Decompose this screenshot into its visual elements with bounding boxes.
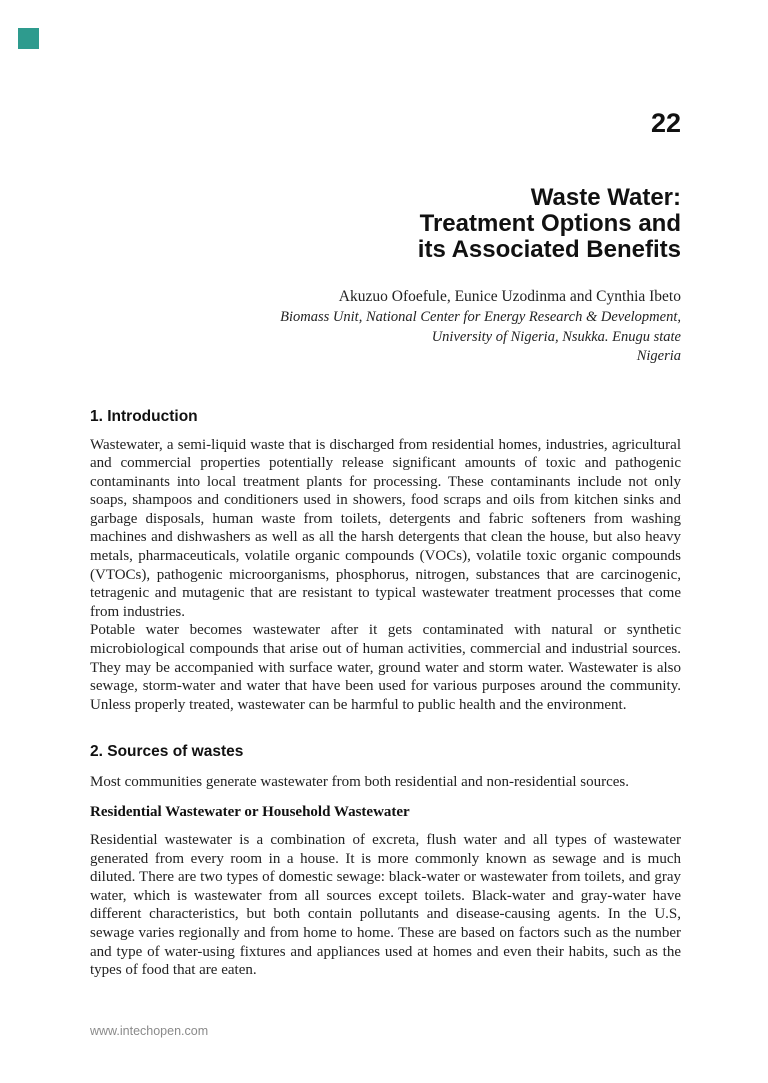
- sources-subheading-residential: Residential Wastewater or Household Wastewater: [90, 804, 410, 820]
- chapter-number: 22: [650, 108, 681, 138]
- sources-paragraph-2: Residential wastewater is a combination of excreta, flush water and all types of wastewater generated from every room in a house. It is more commonly known as sewage and is much diluted. There are two types of domestic sewage: black-water or wastewater from toilets, and gray water, which is wastewater from all sources except toilets. Black-water and gray-water have different characteristics, but both contain pollutants and disease-causing agents. In the U.S, sewage varies regionally and from home to home. These are based on factors such as the number and type of water-using fixtures and appliances used at homes and even their habits, such as the types of food that are eaten.: [90, 832, 681, 979]
- affiliation-line-3: Nigeria: [636, 348, 681, 364]
- section-heading-sources: 2. Sources of wastes: [90, 743, 244, 761]
- affiliation-line-2: University of Nigeria, Nsukka. Enugu state: [431, 328, 681, 345]
- affiliation-line-1: Biomass Unit, National Center for Energy Research & Development,: [280, 309, 681, 325]
- chapter-title-line-3: its Associated Benefits: [417, 236, 681, 263]
- intech-logo-square: [18, 28, 39, 49]
- page-content: [90, 0, 681, 980]
- introduction-paragraph-2: Potable water becomes wastewater after it gets contaminated with natural or synthetic microbiological compounds that arise out of human activities, commercial and industrial sources. They may be accompanied with surface water, ground water and storm water. Wastewater is also sewage, storm-water and water that have been used for various purposes around the community. Unless properly treated, wastewater can be harmful to public health and the environment.: [90, 622, 681, 713]
- chapter-title: [90, 185, 681, 263]
- footer-url-link[interactable]: www.intechopen.com: [90, 1024, 209, 1038]
- chapter-title-line-2: Treatment Options and: [419, 210, 681, 237]
- affiliation-block: [90, 308, 681, 367]
- sources-paragraph-1: Most communities generate wastewater from both residential and non-residential sources.: [90, 774, 630, 791]
- section-heading-introduction: 1. Introduction: [90, 407, 198, 425]
- authors-line: Akuzuo Ofoefule, Eunice Uzodinma and Cynthia Ibeto: [338, 288, 681, 305]
- introduction-paragraph-1: Wastewater, a semi-liquid waste that is discharged from residential homes, industries, agricultural and commercial properties potentially release significant amounts of toxic and pathogenic contaminants into local treatment plants for processing. These contaminants include not only soaps, shampoos and conditioners used in showers, food scraps and oils from kitchen sinks and garbage disposals, human waste from toilets, detergents and fabric softeners from washing machines and dishwashers as well as all the harsh detergents that clean the house, but also heavy metals, pharmaceuticals, volatile organic compounds (VOCs), volatile toxic organic compounds (VTOCs), pathogenic microorganisms, phosphorus, nitrogen, substances that are carcinogenic, tetragenic and mutagenic that are resistant to typical wastewater treatment processes that come from industries.: [90, 436, 681, 620]
- chapter-title-line-1: Waste Water:: [530, 184, 681, 211]
